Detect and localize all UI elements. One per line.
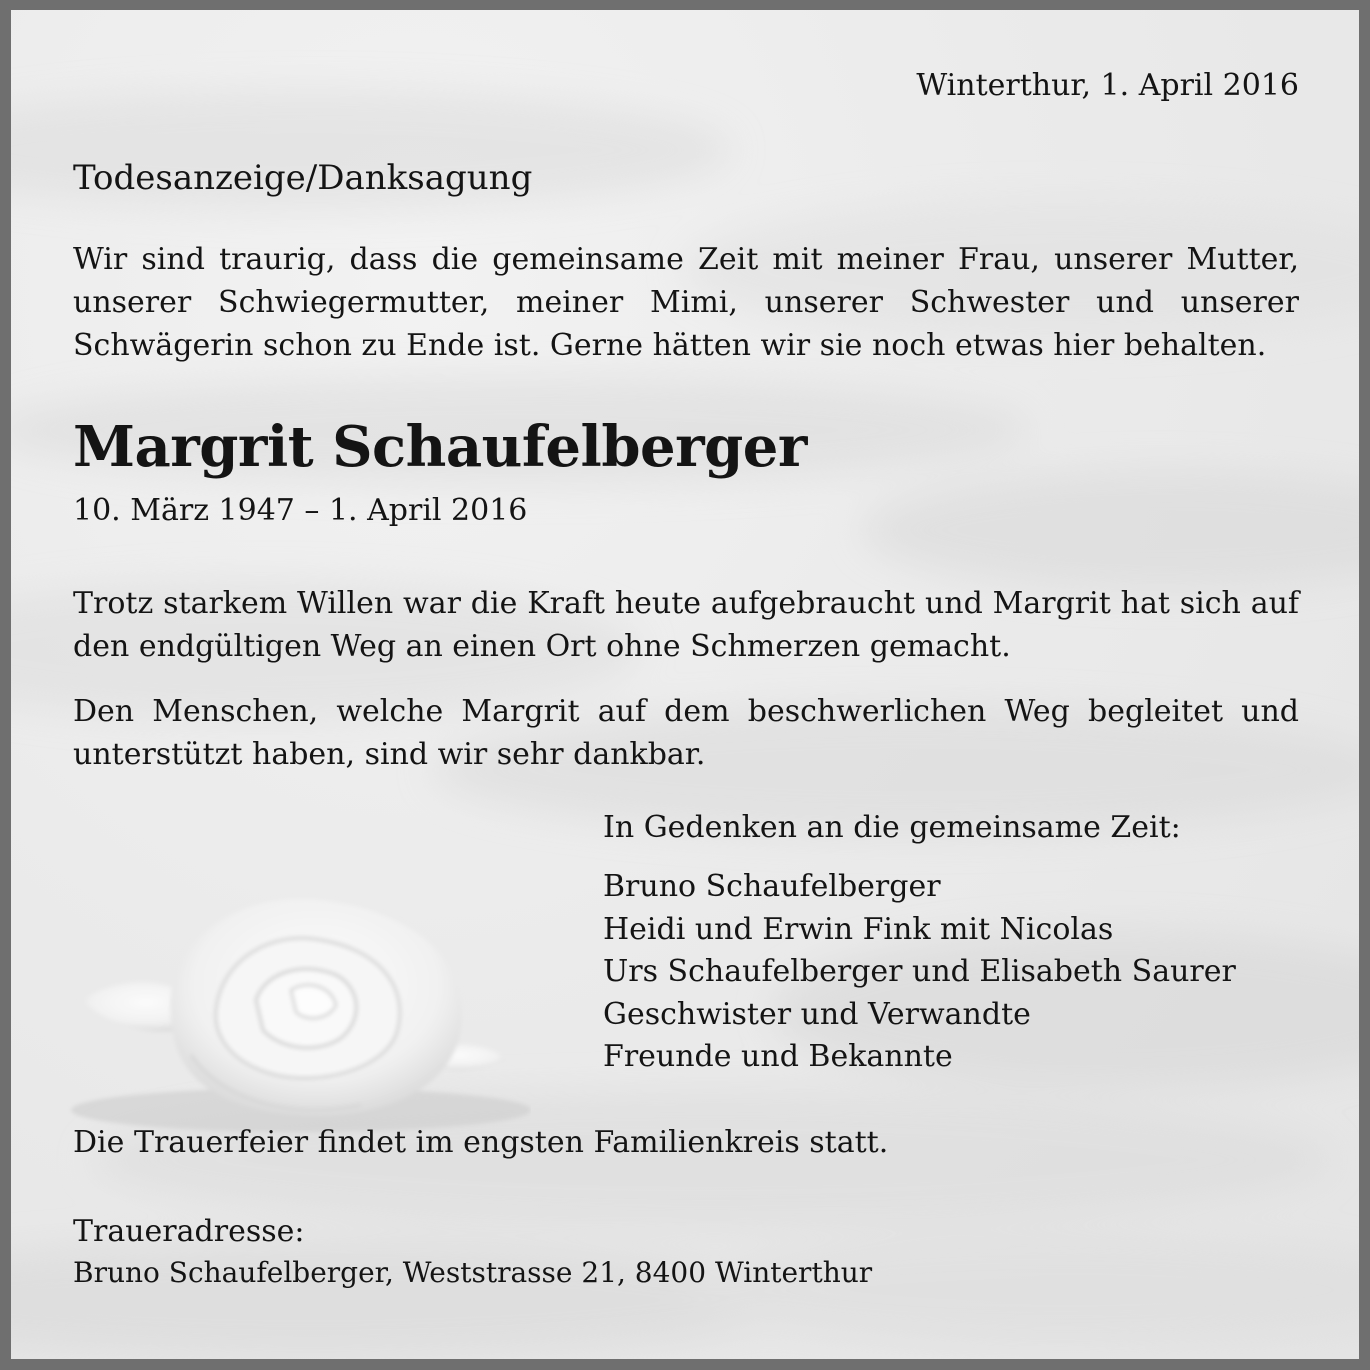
mourner-name: Heidi und Erwin Fink mit Nicolas <box>603 911 1114 947</box>
address-value: Bruno Schaufelberger, Weststrasse 21, 8400 Winterthur <box>73 1256 873 1289</box>
life-dates: 10. März 1947 – 1. April 2016 <box>73 493 528 528</box>
place-date: Winterthur, 1. April 2016 <box>916 68 1299 103</box>
rose-image <box>51 870 531 1150</box>
intro-paragraph: Wir sind traurig, dass die gemeinsame Zeit mit meiner Frau, unserer Mutter, unserer Schwiegermutter, meiner Mimi, unserer Schwester und unserer Schwägerin schon zu Ende ist. Gerne hätten wir sie noch etwas hier behalten. <box>73 242 1299 363</box>
mourners-intro: In Gedenken an die gemeinsame Zeit: <box>603 810 1181 845</box>
deceased-name: Margrit Schaufelberger <box>73 414 807 480</box>
farewell-paragraph: Trotz starkem Willen war die Kraft heute aufgebraucht und Margrit hat sich auf den endgültigen Weg an einen Ort ohne Schmerzen gemacht. <box>73 586 1299 664</box>
address-label: Traueradresse: <box>73 1214 305 1249</box>
ceremony-note: Die Trauerfeier findet im engsten Familienkreis statt. <box>73 1125 889 1160</box>
mourner-name: Freunde und Bekannte <box>603 1039 953 1074</box>
thanks-paragraph: Den Menschen, welche Margrit auf dem beschwerlichen Weg begleitet und unterstützt haben, sind wir sehr dankbar. <box>73 694 1299 772</box>
mourner-name: Bruno Schaufelberger <box>603 869 941 904</box>
mourner-name: Urs Schaufelberger und Elisabeth Saurer <box>603 954 1236 989</box>
notice-heading: Todesanzeige/Danksagung <box>73 158 533 198</box>
obituary-notice <box>11 10 1359 1359</box>
mourner-name: Geschwister und Verwandte <box>603 996 1031 1032</box>
mourners-list <box>603 866 1236 1079</box>
